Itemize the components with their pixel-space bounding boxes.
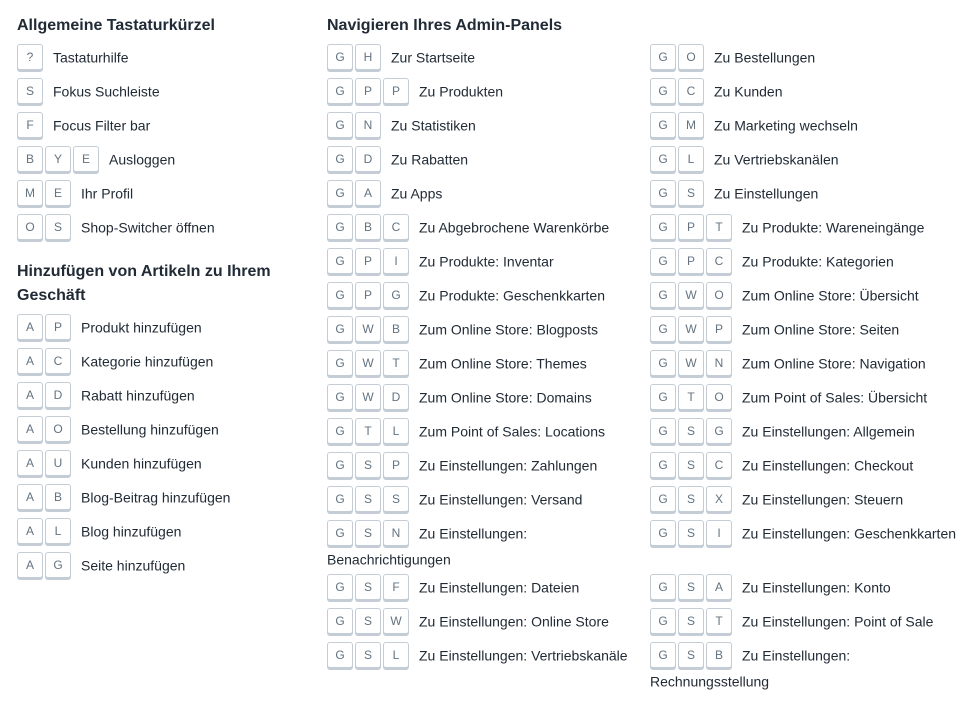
add-items-heading: Hinzufügen von Artikeln zu Ihrem Geschäft (17, 263, 271, 304)
keyboard-key: W (355, 350, 381, 376)
keyboard-key: T (706, 608, 732, 634)
shortcut-keys (650, 218, 734, 234)
shortcut-label: Zu Statistiken (391, 117, 476, 134)
shortcut-row (650, 520, 970, 574)
keyboard-key: X (706, 486, 732, 512)
keyboard-key: C (706, 452, 732, 478)
shortcut-keys (17, 150, 101, 166)
keyboard-key: S (678, 418, 704, 444)
keyboard-key: A (355, 180, 381, 206)
keyboard-key: S (678, 180, 704, 206)
keyboard-key: G (327, 520, 353, 546)
shortcut-row (650, 214, 970, 248)
shortcut-keys (17, 454, 73, 470)
shortcut-keys (650, 320, 734, 336)
keyboard-key: G (327, 486, 353, 512)
shortcut-keys (17, 352, 73, 368)
shortcut-keys (650, 388, 734, 404)
keyboard-key: G (650, 248, 676, 274)
keyboard-key: G (327, 608, 353, 634)
keyboard-key: G (650, 316, 676, 342)
navigate-list-left (327, 44, 642, 676)
shortcut-keys (650, 82, 706, 98)
keyboard-key: A (17, 450, 43, 476)
shortcut-row (327, 452, 642, 486)
keyboard-key: C (706, 248, 732, 274)
shortcut-row (17, 314, 307, 348)
shortcut-label: Zu Einstellungen: Steuern (742, 491, 904, 508)
keyboard-key: G (650, 418, 676, 444)
keyboard-key: W (678, 282, 704, 308)
keyboard-key: M (17, 180, 43, 206)
shortcut-row (17, 78, 307, 112)
keyboard-key: W (355, 316, 381, 342)
keyboard-key: G (650, 78, 676, 104)
shortcut-keys (17, 48, 45, 64)
shortcut-row (17, 450, 307, 484)
shortcut-label: Zu Einstellungen: Rechnungsstellung (650, 647, 851, 690)
shortcut-label: Zu Produkten (419, 83, 504, 100)
shortcut-keys (17, 184, 73, 200)
shortcut-keys (650, 252, 734, 268)
shortcut-label: Zu Abgebrochene Warenkörbe (419, 219, 610, 236)
keyboard-key: G (327, 248, 353, 274)
keyboard-key: G (650, 452, 676, 478)
shortcut-row (327, 78, 642, 112)
shortcut-row (17, 146, 307, 180)
shortcut-row (327, 282, 642, 316)
keyboard-key: W (678, 316, 704, 342)
shortcut-keys (327, 320, 411, 336)
shortcut-label: Zu Bestellungen (714, 49, 816, 66)
shortcut-row (327, 574, 642, 608)
keyboard-key: I (383, 248, 409, 274)
shortcut-label: Zum Online Store: Übersicht (742, 287, 919, 304)
shortcut-row (650, 486, 970, 520)
keyboard-key: Y (45, 146, 71, 172)
shortcut-label: Fokus Suchleiste (53, 83, 160, 100)
shortcut-keys (650, 184, 706, 200)
keyboard-key: P (678, 214, 704, 240)
navigate-list-right (650, 44, 970, 696)
shortcut-keys (650, 578, 734, 594)
keyboard-key: G (650, 520, 676, 546)
keyboard-key: C (678, 78, 704, 104)
shortcut-row (650, 418, 970, 452)
keyboard-key: G (650, 180, 676, 206)
shortcut-label: Zum Online Store: Themes (419, 355, 587, 372)
shortcut-label: Zu Einstellungen (714, 185, 819, 202)
shortcut-keys (327, 422, 411, 438)
shortcut-keys (327, 456, 411, 472)
shortcut-label: Zum Online Store: Navigation (742, 355, 926, 372)
keyboard-key: G (327, 44, 353, 70)
keyboard-key: T (355, 418, 381, 444)
keyboard-key: G (650, 574, 676, 600)
shortcut-row (650, 248, 970, 282)
keyboard-key: H (355, 44, 381, 70)
shortcut-keys (327, 286, 411, 302)
keyboard-key: S (17, 78, 43, 104)
add-items-list (17, 314, 307, 586)
shortcut-label: Blog-Beitrag hinzufügen (81, 489, 231, 506)
shortcut-row (327, 642, 642, 676)
keyboard-key: O (706, 282, 732, 308)
shortcut-row (650, 180, 970, 214)
keyboard-key: S (355, 642, 381, 668)
keyboard-key: S (383, 486, 409, 512)
shortcut-row (650, 452, 970, 486)
shortcut-label: Shop-Switcher öffnen (81, 219, 215, 236)
keyboard-key: G (650, 282, 676, 308)
shortcut-keys (17, 82, 45, 98)
shortcut-row (17, 382, 307, 416)
shortcut-keys (327, 524, 411, 540)
shortcut-row (327, 418, 642, 452)
shortcut-row (17, 214, 307, 248)
keyboard-key: F (17, 112, 43, 138)
shortcut-keys (17, 556, 73, 572)
keyboard-key: D (45, 382, 71, 408)
keyboard-key: G (327, 350, 353, 376)
keyboard-key: G (327, 112, 353, 138)
shortcut-label: Bestellung hinzufügen (81, 421, 219, 438)
keyboard-key: S (678, 574, 704, 600)
shortcut-row (327, 316, 642, 350)
keyboard-key: P (45, 314, 71, 340)
shortcut-keys (17, 218, 73, 234)
keyboard-key: L (45, 518, 71, 544)
keyboard-key: O (706, 384, 732, 410)
keyboard-key: P (355, 282, 381, 308)
keyboard-key: T (383, 350, 409, 376)
keyboard-key: G (650, 146, 676, 172)
shortcut-label: Zu Einstellungen: Checkout (742, 457, 914, 474)
keyboard-key: S (678, 520, 704, 546)
shortcut-row (650, 608, 970, 642)
shortcut-row (327, 248, 642, 282)
shortcut-keys (17, 116, 45, 132)
shortcut-label: Zur Startseite (391, 49, 476, 66)
keyboard-key: B (355, 214, 381, 240)
keyboard-key: B (706, 642, 732, 668)
shortcut-label: Rabatt hinzufügen (81, 387, 195, 404)
shortcut-label: Zu Kunden (714, 83, 783, 100)
shortcut-keys (650, 490, 734, 506)
keyboard-key: A (17, 348, 43, 374)
shortcut-row (327, 112, 642, 146)
navigate-heading: Navigieren Ihres Admin-Panels (327, 17, 563, 34)
keyboard-key: G (327, 452, 353, 478)
keyboard-key: G (327, 384, 353, 410)
keyboard-key: G (650, 642, 676, 668)
shortcut-label: Tastaturhilfe (53, 49, 129, 66)
shortcut-keys (327, 82, 411, 98)
shortcut-row (327, 44, 642, 78)
shortcut-keys (17, 420, 73, 436)
keyboard-key: G (327, 316, 353, 342)
shortcut-row (327, 180, 642, 214)
keyboard-key: S (678, 486, 704, 512)
shortcut-keys (650, 456, 734, 472)
keyboard-key: D (383, 384, 409, 410)
shortcut-keys (650, 612, 734, 628)
keyboard-key: A (706, 574, 732, 600)
keyboard-key: G (383, 282, 409, 308)
shortcut-label: Ihr Profil (81, 185, 134, 202)
keyboard-key: O (17, 214, 43, 240)
shortcut-keys (327, 578, 411, 594)
keyboard-key: N (355, 112, 381, 138)
shortcut-row (650, 642, 970, 696)
shortcut-row (650, 350, 970, 384)
shortcut-keys (327, 48, 383, 64)
shortcut-label: Zu Einstellungen: Allgemein (742, 423, 915, 440)
shortcut-row (327, 384, 642, 418)
keyboard-key: N (706, 350, 732, 376)
keyboard-key: S (678, 608, 704, 634)
keyboard-key: G (327, 78, 353, 104)
keyboard-key: G (650, 486, 676, 512)
shortcut-keys (327, 646, 411, 662)
keyboard-key: P (383, 78, 409, 104)
shortcut-label: Zum Point of Sales: Übersicht (742, 389, 928, 406)
keyboard-key: A (17, 484, 43, 510)
keyboard-key: C (383, 214, 409, 240)
keyboard-key: A (17, 416, 43, 442)
navigate-column-right (650, 14, 970, 696)
shortcut-label: Zu Einstellungen: Benachrichtigungen (327, 525, 528, 568)
keyboard-key: G (327, 180, 353, 206)
shortcut-keys (650, 150, 706, 166)
keyboard-key: G (650, 608, 676, 634)
shortcut-row (650, 384, 970, 418)
keyboard-key: B (45, 484, 71, 510)
shortcut-label: Zu Produkte: Wareneingänge (742, 219, 925, 236)
shortcut-row (650, 316, 970, 350)
shortcut-label: Zu Einstellungen: Zahlungen (419, 457, 598, 474)
keyboard-key: U (45, 450, 71, 476)
shortcut-label: Zum Point of Sales: Locations (419, 423, 605, 440)
keyboard-key: B (17, 146, 43, 172)
shortcut-row (650, 44, 970, 78)
shortcut-label: Zu Einstellungen: Vertriebskanäle (419, 647, 628, 664)
keyboard-key: S (355, 486, 381, 512)
keyboard-key: P (355, 78, 381, 104)
keyboard-key: G (650, 384, 676, 410)
general-shortcuts-list (17, 44, 307, 248)
keyboard-key: F (383, 574, 409, 600)
shortcut-row (17, 112, 307, 146)
keyboard-key: T (678, 384, 704, 410)
keyboard-key: G (650, 350, 676, 376)
shortcut-label: Zu Marketing wechseln (714, 117, 858, 134)
navigate-heading-spacer (650, 14, 970, 38)
shortcut-label: Zu Einstellungen: Point of Sale (742, 613, 934, 630)
keyboard-key: S (678, 642, 704, 668)
shortcut-keys (650, 524, 734, 540)
keyboard-key: L (383, 642, 409, 668)
shortcut-keys (327, 150, 383, 166)
keyboard-key: G (327, 146, 353, 172)
shortcut-label: Zum Online Store: Domains (419, 389, 592, 406)
keyboard-key: A (17, 552, 43, 578)
keyboard-key: P (706, 316, 732, 342)
keyboard-key: G (327, 282, 353, 308)
keyboard-key: ? (17, 44, 43, 70)
keyboard-key: M (678, 112, 704, 138)
keyboard-key: O (45, 416, 71, 442)
shortcut-label: Kategorie hinzufügen (81, 353, 214, 370)
keyboard-key: G (327, 214, 353, 240)
shortcut-label: Seite hinzufügen (81, 557, 186, 574)
shortcut-keys (650, 286, 734, 302)
keyboard-key: T (706, 214, 732, 240)
keyboard-key: S (355, 520, 381, 546)
keyboard-key: B (383, 316, 409, 342)
navigate-column-left (327, 14, 642, 676)
shortcut-row (650, 282, 970, 316)
shortcut-label: Produkt hinzufügen (81, 319, 202, 336)
shortcut-row (650, 112, 970, 146)
shortcut-keys (327, 388, 411, 404)
shortcut-row (327, 146, 642, 180)
shortcut-keys (327, 184, 383, 200)
keyboard-key: L (678, 146, 704, 172)
shortcut-label: Zu Einstellungen: Konto (742, 579, 891, 596)
shortcut-row (17, 44, 307, 78)
shortcut-row (17, 416, 307, 450)
shortcut-keys (17, 522, 73, 538)
shortcut-row (17, 518, 307, 552)
shortcut-row (327, 486, 642, 520)
shortcut-label: Zum Online Store: Seiten (742, 321, 900, 338)
shortcut-row (650, 78, 970, 112)
shortcut-label: Ausloggen (109, 151, 176, 168)
keyboard-key: P (383, 452, 409, 478)
keyboard-key: E (73, 146, 99, 172)
shortcut-keys (327, 490, 411, 506)
general-shortcuts-heading: Allgemeine Tastaturkürzel (17, 17, 215, 34)
shortcut-row (17, 180, 307, 214)
shortcut-label: Zu Einstellungen: Versand (419, 491, 583, 508)
shortcut-row (327, 608, 642, 642)
shortcut-label: Focus Filter bar (53, 117, 151, 134)
shortcut-label: Zu Apps (391, 185, 443, 202)
shortcut-row (327, 214, 642, 248)
keyboard-key: L (383, 418, 409, 444)
shortcut-row (17, 484, 307, 518)
keyboard-key: W (383, 608, 409, 634)
keyboard-key: G (327, 642, 353, 668)
shortcut-keys (17, 318, 73, 334)
keyboard-key: A (17, 518, 43, 544)
shortcut-row (327, 520, 642, 574)
shortcut-label: Zu Einstellungen: Dateien (419, 579, 580, 596)
keyboard-key: G (45, 552, 71, 578)
shortcut-keys (650, 422, 734, 438)
keyboard-key: S (355, 608, 381, 634)
keyboard-key: C (45, 348, 71, 374)
shortcut-keys (650, 116, 706, 132)
keyboard-key: G (650, 214, 676, 240)
keyboard-key: W (678, 350, 704, 376)
keyboard-key: A (17, 314, 43, 340)
keyboard-key: N (383, 520, 409, 546)
shortcut-keys (650, 354, 734, 370)
keyboard-key: E (45, 180, 71, 206)
shortcut-keys (650, 646, 734, 662)
shortcut-row (650, 146, 970, 180)
shortcut-label: Kunden hinzufügen (81, 455, 202, 472)
keyboard-key: S (678, 452, 704, 478)
keyboard-key: G (327, 418, 353, 444)
shortcut-keys (327, 252, 411, 268)
keyboard-key: D (355, 146, 381, 172)
left-column (17, 14, 307, 586)
shortcut-label: Zu Einstellungen: Online Store (419, 613, 609, 630)
keyboard-key: P (355, 248, 381, 274)
keyboard-key: S (355, 574, 381, 600)
keyboard-key: G (650, 112, 676, 138)
shortcut-label: Zu Einstellungen: Geschenkkarten (742, 525, 957, 542)
keyboard-key: S (355, 452, 381, 478)
shortcut-row (327, 350, 642, 384)
shortcut-keys (327, 612, 411, 628)
keyboard-key: G (706, 418, 732, 444)
keyboard-key: O (678, 44, 704, 70)
shortcut-keys (327, 218, 411, 234)
shortcut-label: Zum Online Store: Blogposts (419, 321, 598, 338)
shortcut-row (17, 552, 307, 586)
shortcut-label: Zu Produkte: Kategorien (742, 253, 894, 270)
shortcut-keys (17, 386, 73, 402)
shortcut-label: Zu Rabatten (391, 151, 469, 168)
keyboard-key: W (355, 384, 381, 410)
keyboard-key: A (17, 382, 43, 408)
keyboard-key: G (650, 44, 676, 70)
keyboard-key: S (45, 214, 71, 240)
shortcut-label: Zu Vertriebskanälen (714, 151, 839, 168)
shortcut-label: Zu Produkte: Inventar (419, 253, 554, 270)
keyboard-key: I (706, 520, 732, 546)
keyboard-key: P (678, 248, 704, 274)
shortcut-keys (17, 488, 73, 504)
shortcut-row (650, 574, 970, 608)
shortcut-keys (327, 354, 411, 370)
keyboard-key: G (327, 574, 353, 600)
shortcut-row (17, 348, 307, 382)
shortcut-keys (327, 116, 383, 132)
shortcut-label: Blog hinzufügen (81, 523, 182, 540)
shortcut-label: Zu Produkte: Geschenkkarten (419, 287, 605, 304)
shortcut-keys (650, 48, 706, 64)
